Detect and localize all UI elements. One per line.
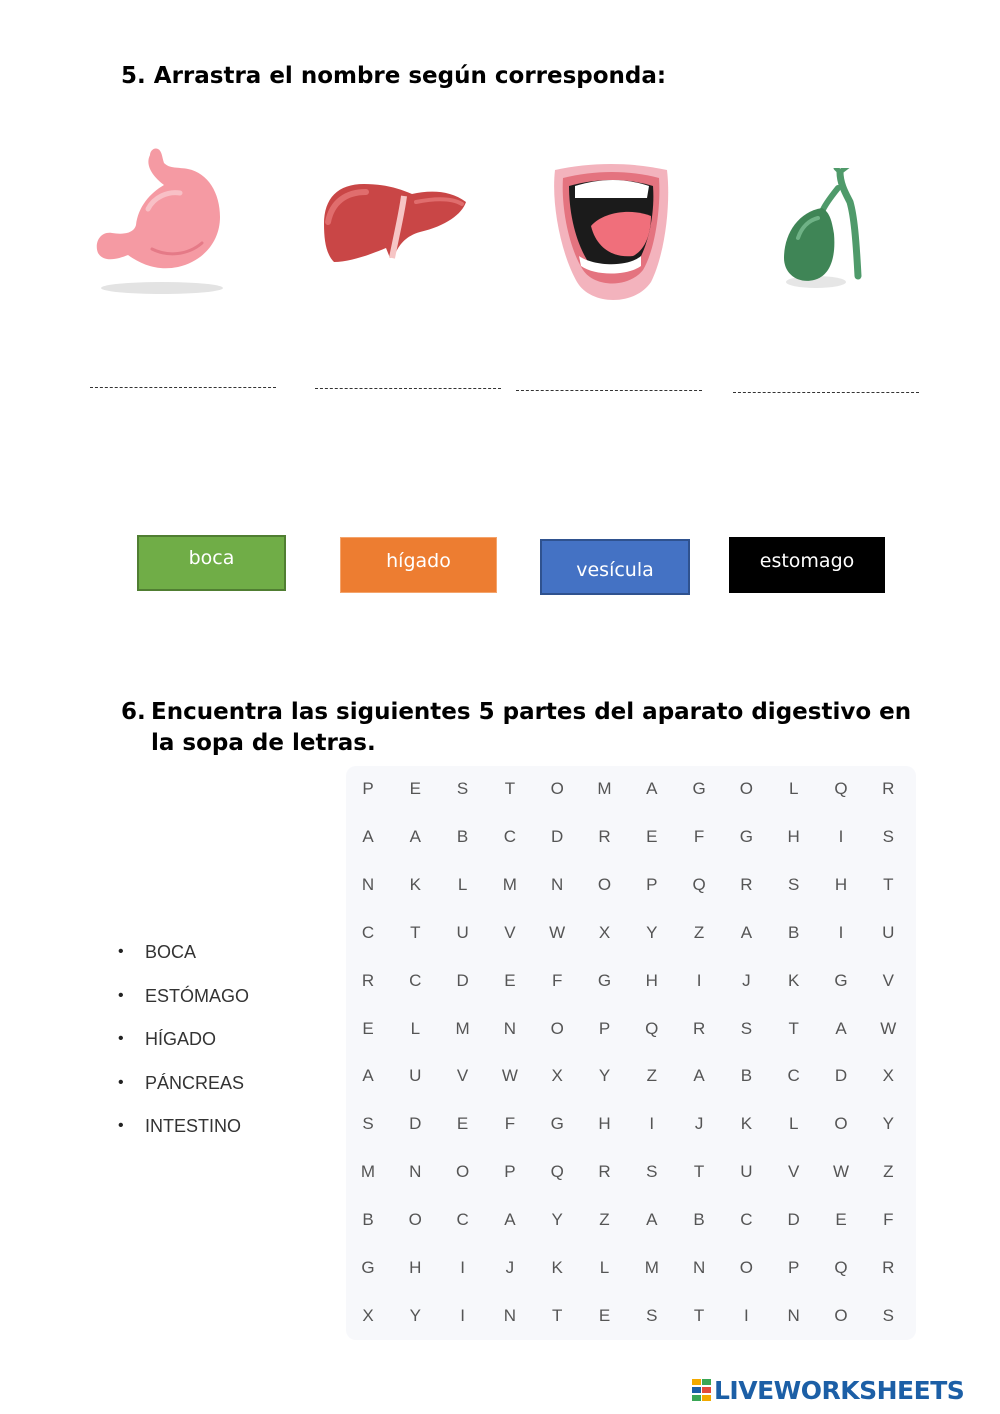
grid-letter[interactable]: O [408, 1210, 422, 1230]
grid-letter[interactable]: D [834, 1066, 848, 1086]
grid-letter[interactable]: R [598, 1162, 611, 1182]
grid-letter[interactable]: C [740, 1210, 753, 1230]
grid-letter[interactable]: C [456, 1210, 469, 1230]
grid-letter[interactable]: G [361, 1258, 375, 1277]
grid-letter[interactable]: N [409, 1162, 422, 1182]
grid-letter[interactable]: S [646, 1305, 658, 1325]
grid-letter[interactable]: S [456, 779, 469, 798]
grid-letter[interactable]: C [409, 970, 422, 990]
grid-letter[interactable]: N [503, 1018, 517, 1038]
grid-letter[interactable]: P [504, 1162, 516, 1182]
grid-letter[interactable]: Y [598, 1066, 611, 1086]
grid-letter[interactable]: T [883, 874, 894, 894]
grid-letter[interactable]: G [739, 826, 753, 846]
question-5-title [121, 61, 666, 92]
grid-letter[interactable]: P [788, 1258, 800, 1277]
grid-letter[interactable]: H [787, 826, 800, 846]
chip-boca[interactable] [137, 535, 286, 591]
grid-letter[interactable]: T [788, 1018, 799, 1038]
bullet-icon: • [118, 1030, 124, 1047]
grid-letter[interactable]: F [504, 1114, 516, 1134]
chip-estomago[interactable] [729, 537, 885, 593]
grid-letter[interactable]: M [360, 1162, 376, 1182]
grid-letter[interactable]: P [646, 874, 658, 894]
grid-letter[interactable]: R [882, 1258, 895, 1277]
word-label: ESTÓMAGO [145, 985, 250, 1006]
grid-letter[interactable]: H [645, 970, 658, 990]
grid-letter[interactable]: V [788, 1162, 800, 1182]
grid-letter[interactable]: D [409, 1114, 422, 1134]
grid-letter[interactable]: P [598, 1018, 611, 1038]
grid-letter[interactable]: M [597, 779, 612, 798]
grid-letter[interactable]: W [549, 922, 566, 942]
grid-letter[interactable]: S [882, 826, 894, 846]
grid-letter[interactable]: R [882, 779, 895, 798]
grid-letter[interactable]: C [503, 826, 517, 846]
grid-letter[interactable]: M [455, 1018, 470, 1038]
grid-letter[interactable]: M [502, 874, 517, 894]
grid-letter[interactable]: V [456, 1066, 469, 1086]
grid-letter[interactable]: E [504, 970, 516, 990]
question-5-number: 5. [121, 63, 146, 89]
grid-letter[interactable]: E [456, 1114, 469, 1134]
grid-letter[interactable]: D [456, 970, 469, 990]
grid-letter[interactable]: B [362, 1210, 374, 1230]
grid-letter[interactable]: I [460, 1305, 465, 1325]
word-list-item [118, 1112, 249, 1156]
grid-letter[interactable]: A [362, 826, 374, 846]
grid-letter[interactable]: S [362, 1114, 374, 1134]
grid-letter[interactable]: E [646, 826, 658, 846]
word-label: INTESTINO [145, 1116, 242, 1136]
grid-letter[interactable]: T [693, 1162, 705, 1182]
grid-letter[interactable]: K [551, 1258, 563, 1277]
grid-letter[interactable]: P [362, 779, 374, 798]
word-list-item [118, 982, 249, 1026]
answer-line-3[interactable] [516, 390, 702, 391]
grid-letter[interactable]: O [834, 1305, 848, 1325]
grid-letter[interactable]: J [505, 1258, 515, 1277]
chip-higado-label: hígado [386, 550, 451, 572]
grid-letter[interactable]: B [788, 922, 800, 942]
grid-letter[interactable]: X [551, 1066, 563, 1086]
grid-letter[interactable]: B [456, 826, 469, 846]
grid-letter[interactable]: W [832, 1162, 850, 1182]
chip-higado[interactable] [340, 537, 497, 593]
grid-letter[interactable]: S [740, 1018, 753, 1038]
grid-letter[interactable]: R [361, 970, 375, 990]
grid-letter[interactable]: Y [646, 922, 658, 942]
grid-letter[interactable]: V [882, 970, 894, 990]
grid-letter[interactable]: W [880, 1018, 897, 1038]
grid-letter[interactable]: F [693, 826, 705, 846]
answer-line-2[interactable] [315, 388, 501, 389]
chip-vesicula[interactable] [540, 539, 690, 595]
grid-letter[interactable]: Z [646, 1066, 657, 1086]
grid-letter[interactable]: E [598, 1305, 611, 1325]
grid-letter[interactable]: N [503, 1305, 517, 1325]
grid-letter[interactable]: A [362, 1066, 374, 1086]
bullet-icon: • [118, 1117, 124, 1134]
grid-letter[interactable]: M [644, 1258, 659, 1277]
grid-letter[interactable]: D [787, 1210, 800, 1230]
grid-letter[interactable]: O [739, 1258, 753, 1277]
grid-letter[interactable]: A [835, 1018, 847, 1038]
grid-letter[interactable]: G [550, 1114, 564, 1134]
word-list-item [118, 1069, 249, 1113]
grid-letter[interactable]: O [834, 1114, 848, 1134]
grid-letter[interactable]: D [551, 826, 564, 846]
grid-letter[interactable]: K [409, 874, 421, 894]
grid-letter[interactable]: I [460, 1258, 465, 1277]
grid-letter[interactable]: H [834, 874, 848, 894]
grid-letter[interactable]: X [598, 922, 611, 942]
grid-letter[interactable]: B [740, 1066, 753, 1086]
grid-letter[interactable]: A [646, 779, 658, 798]
grid-letter[interactable]: T [551, 1305, 563, 1325]
grid-letter[interactable]: T [504, 779, 516, 798]
grid-letter[interactable]: Q [645, 1018, 659, 1038]
grid-letter[interactable]: L [788, 1114, 799, 1134]
grid-letter[interactable]: S [882, 1305, 894, 1325]
grid-letter[interactable]: I [744, 1305, 749, 1325]
question-5-text: Arrastra el nombre según corresponda: [153, 63, 667, 89]
grid-letter[interactable]: T [410, 922, 421, 942]
grid-letter[interactable]: A [693, 1066, 705, 1086]
word-list-item [118, 1025, 249, 1069]
word-list [118, 938, 249, 1156]
grid-letter[interactable]: J [742, 970, 751, 990]
grid-letter[interactable]: U [456, 922, 469, 942]
grid-letter[interactable]: K [788, 970, 800, 990]
grid-letter[interactable]: S [788, 874, 800, 894]
bullet-icon: • [118, 986, 124, 1004]
grid-letter[interactable]: U [882, 922, 895, 942]
liveworksheets-brand [692, 1374, 964, 1406]
word-label: PÁNCREAS [145, 1072, 245, 1093]
grid-letter[interactable]: A [740, 922, 753, 942]
grid-letter[interactable]: Z [883, 1162, 894, 1182]
liver-image [320, 178, 470, 266]
grid-letter[interactable]: Y [551, 1210, 563, 1230]
grid-letter[interactable]: L [788, 779, 799, 798]
chip-estomago-label: estomago [759, 550, 855, 572]
grid-letter[interactable]: E [409, 779, 421, 798]
grid-letter[interactable]: E [835, 1210, 847, 1230]
grid-letter[interactable]: C [361, 922, 375, 942]
grid-letter[interactable]: O [550, 1018, 564, 1038]
grid-letter[interactable]: S [646, 1162, 658, 1182]
grid-letter[interactable]: L [410, 1018, 421, 1038]
bullet-icon: • [118, 1073, 124, 1091]
grid-letter[interactable]: O [597, 874, 612, 894]
gallbladder-image [778, 168, 878, 292]
word-label: HÍGADO [145, 1029, 217, 1049]
grid-letter[interactable]: L [599, 1258, 610, 1277]
stomach-image [92, 145, 227, 297]
grid-letter[interactable]: G [597, 970, 612, 990]
grid-letter[interactable]: B [693, 1210, 705, 1230]
question-6-number: 6. [121, 699, 146, 725]
grid-letter[interactable]: O [455, 1162, 470, 1182]
grid-letter[interactable]: R [598, 826, 611, 846]
grid-letter[interactable]: X [882, 1066, 894, 1086]
liveworksheets-logo-icon [692, 1377, 712, 1403]
grid-letter[interactable]: Q [550, 1162, 564, 1182]
grid-letter[interactable]: J [694, 1114, 704, 1134]
grid-letter[interactable]: T [693, 1305, 705, 1325]
grid-letter[interactable]: U [740, 1162, 753, 1182]
chip-vesicula-label: vesícula [576, 559, 654, 581]
grid-letter[interactable]: U [409, 1066, 422, 1086]
grid-letter[interactable]: A [409, 826, 421, 846]
grid-letter[interactable]: F [883, 1210, 894, 1230]
mouth-image [551, 164, 671, 302]
grid-letter[interactable]: C [787, 1066, 800, 1086]
grid-letter[interactable]: H [598, 1114, 611, 1134]
word-label: BOCA [145, 942, 197, 962]
grid-letter[interactable]: L [457, 874, 468, 894]
grid-letter[interactable]: V [504, 922, 516, 942]
grid-letter[interactable]: R [692, 1018, 706, 1038]
grid-letter[interactable]: K [740, 1114, 753, 1134]
grid-letter[interactable]: E [362, 1018, 374, 1038]
grid-letter[interactable]: G [834, 970, 848, 990]
grid-letter[interactable]: R [740, 874, 753, 894]
grid-letter[interactable]: N [361, 874, 375, 894]
grid-letter[interactable]: Q [692, 874, 706, 894]
answer-line-1[interactable] [90, 387, 276, 388]
grid-letter[interactable]: Y [882, 1114, 894, 1134]
grid-letter[interactable]: Q [834, 1258, 848, 1277]
grid-letter[interactable]: I [649, 1114, 655, 1134]
grid-letter[interactable]: H [409, 1258, 422, 1277]
grid-letter[interactable]: I [838, 922, 844, 942]
word-search-grid[interactable] [346, 766, 916, 1340]
grid-letter[interactable]: Q [834, 779, 848, 798]
grid-letter[interactable]: F [551, 970, 563, 990]
question-6-text: Encuentra las siguientes 5 partes del aparato digestivo en la sopa de letras. [151, 699, 912, 756]
grid-letter[interactable]: G [692, 779, 706, 798]
chip-boca-label: boca [188, 547, 235, 569]
grid-letter[interactable]: Y [409, 1305, 421, 1325]
grid-letter[interactable]: N [787, 1305, 800, 1325]
grid-letter[interactable]: O [550, 779, 564, 798]
grid-letter[interactable]: I [838, 826, 844, 846]
brand-name: LIVEWORKSHEETS [714, 1375, 965, 1405]
grid-letter[interactable]: X [362, 1305, 374, 1325]
answer-line-4[interactable] [733, 392, 919, 393]
grid-letter[interactable]: A [646, 1210, 658, 1230]
grid-letter[interactable]: Z [693, 922, 705, 942]
grid-letter[interactable]: Z [599, 1210, 610, 1230]
grid-letter[interactable]: A [504, 1210, 516, 1230]
bullet-icon: • [118, 943, 124, 960]
grid-letter[interactable]: O [739, 779, 753, 798]
grid-letter[interactable]: N [551, 874, 564, 894]
word-list-item [118, 938, 249, 982]
grid-letter[interactable]: W [501, 1066, 518, 1086]
grid-letter[interactable]: N [692, 1258, 706, 1277]
grid-letter[interactable]: I [696, 970, 702, 990]
